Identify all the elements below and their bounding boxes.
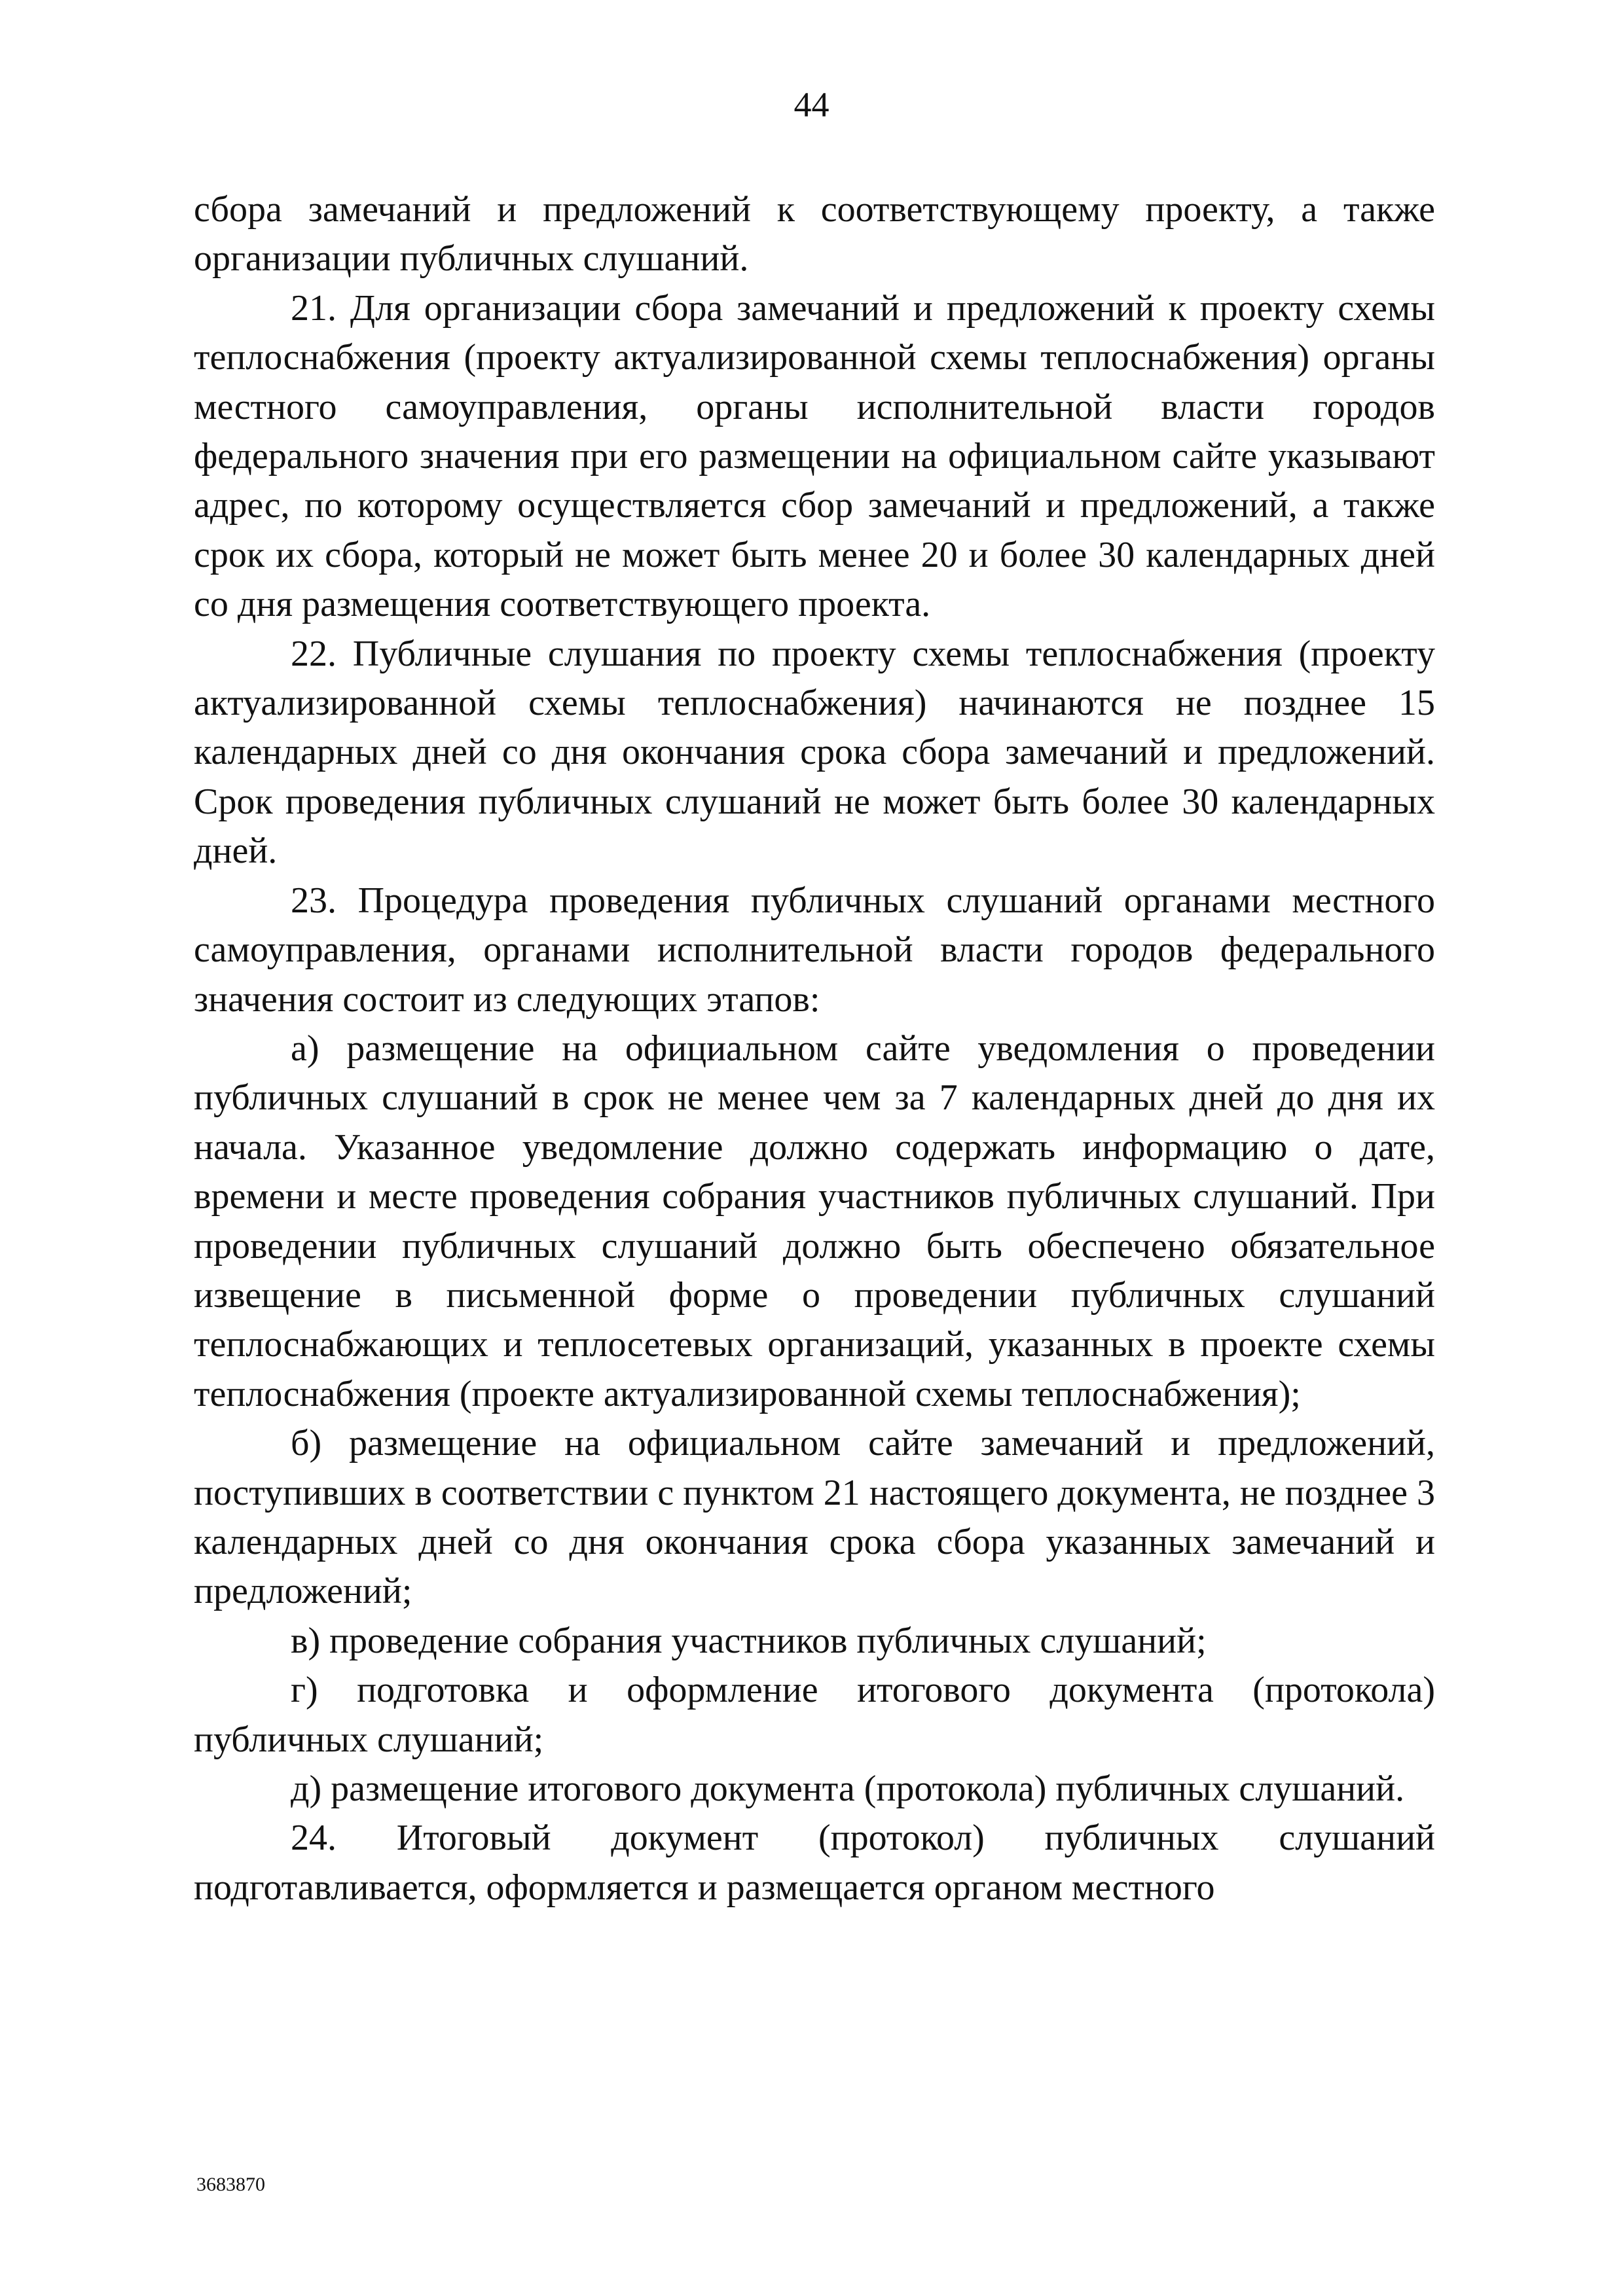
paragraph-item-22: 22. Публичные слушания по проекту схемы теплоснабжения (проекту актуализированной схемы теплоснабжения) начинаются не позднее 15 календарных дней со дня окончания срока сбора замечаний и предложений. Срок проведения публичных слушаний не может быть более 30 календарных дней. <box>194 633 1435 872</box>
paragraph-item-24: 24. Итоговый документ (протокол) публичных слушаний подготавливается, оформляется и размещается органом местного <box>194 1818 1435 1908</box>
paragraph-item-23-a: а) размещение на официальном сайте уведомления о проведении публичных слушаний в срок не менее чем за 7 календарных дней до дня их начала. Указанное уведомление должно содержать информацию о дате, времени и месте проведения собрания участников публичных слушаний. При проведении публичных слушаний должно быть обеспечено обязательное извещение в письменной форме о проведении публичных слушаний теплоснабжающих и теплосетевых организаций, указанных в проекте схемы теплоснабжения (проекте актуализированной схемы теплоснабжения); <box>194 1028 1435 1414</box>
paragraph-item-23: 23. Процедура проведения публичных слушаний органами местного самоуправления, органами исполнительной власти городов федерального значения состоит из следующих этапов: <box>194 880 1435 1020</box>
paragraph-continuation: сбора замечаний и предложений к соответствующему проекту, а также организации публичных слушаний. <box>194 189 1435 279</box>
document-body <box>194 185 1435 1912</box>
paragraph-item-23-d: д) размещение итогового документа (протокола) публичных слушаний. <box>291 1768 1405 1809</box>
paragraph-item-23-b: б) размещение на официальном сайте замечаний и предложений, поступивших в соответствии с пунктом 21 настоящего документа, не позднее 3 календарных дней со дня окончания срока сбора указанных замечаний и предложений; <box>194 1423 1435 1612</box>
paragraph-item-21: 21. Для организации сбора замечаний и предложений к проекту схемы теплоснабжения (проекту актуализированной схемы теплоснабжения) органы местного самоуправления, органы исполнительной власти городов федерального значения при его размещении на официальном сайте указывают адрес, по которому осуществляется сбор замечаний и предложений, а также срок их сбора, который не может быть менее 20 и более 30 календарных дней со дня размещения соответствующего проекта. <box>194 287 1435 625</box>
page-number: 44 <box>793 85 830 124</box>
paragraph-item-23-v: в) проведение собрания участников публичных слушаний; <box>291 1620 1207 1661</box>
document-code: 3683870 <box>196 2174 265 2195</box>
paragraph-item-23-g: г) подготовка и оформление итогового документа (протокола) публичных слушаний; <box>194 1670 1435 1760</box>
